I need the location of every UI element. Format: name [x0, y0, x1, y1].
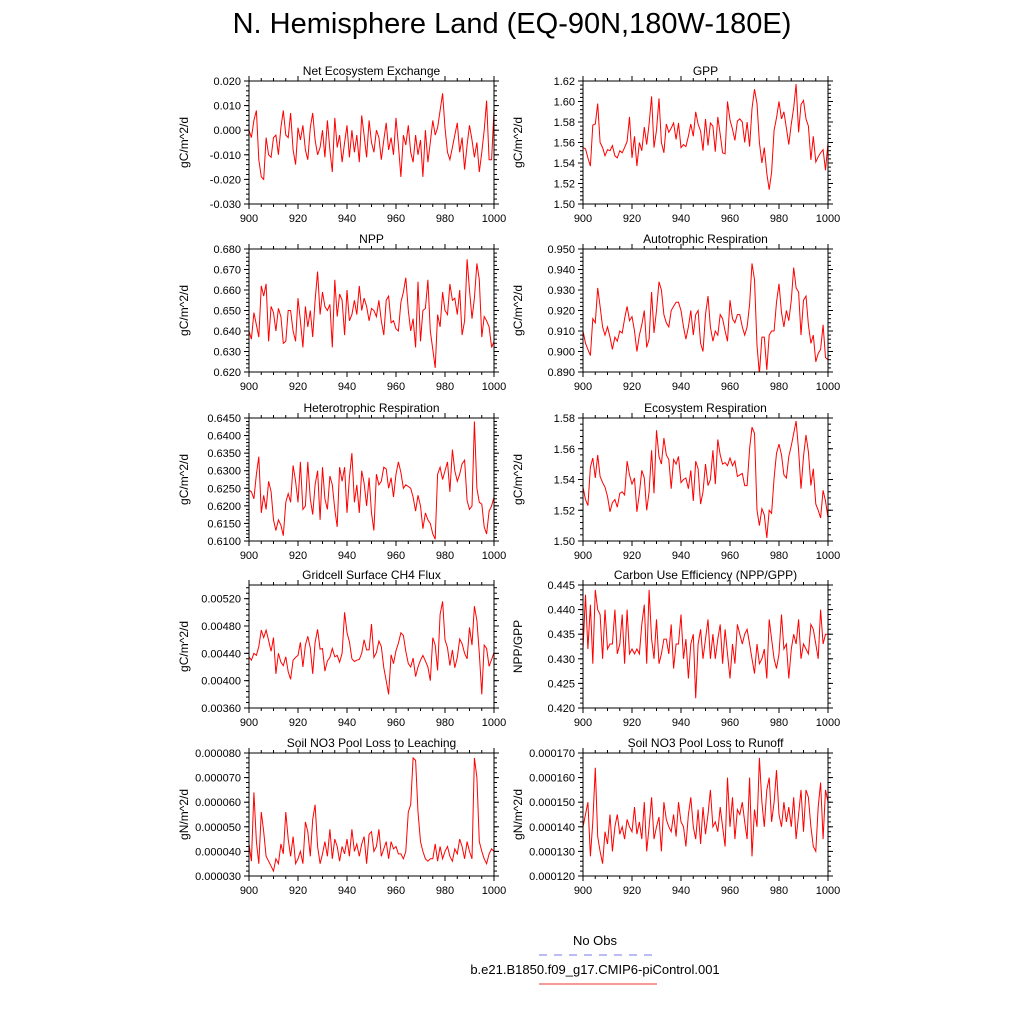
legend-label-obs: No Obs: [572, 933, 618, 948]
y-tick-label: 1.60: [553, 96, 575, 109]
x-tick-label: 920: [288, 213, 308, 225]
x-tick-label: 960: [386, 550, 406, 562]
series-line: [249, 422, 494, 540]
x-tick-label: 980: [769, 213, 789, 225]
y-axis-label: gC/m^2/d: [511, 285, 525, 336]
y-tick-label: 0.620: [213, 367, 241, 379]
panel-title: Net Ecosystem Exchange: [302, 64, 441, 78]
y-tick-label: 0.890: [547, 367, 575, 379]
y-tick-label: 0.435: [547, 629, 575, 642]
y-tick-label: 0.000120: [529, 871, 575, 883]
x-tick-label: 960: [720, 885, 740, 897]
x-tick-label: 940: [671, 550, 691, 562]
y-tick-label: 0.630: [213, 346, 241, 359]
y-tick-label: 0.00400: [201, 675, 241, 688]
x-tick-label: 980: [769, 381, 789, 393]
y-axis-label: gC/m^2/d: [177, 285, 191, 336]
y-tick-label: 0.950: [547, 244, 575, 256]
chart-panel-9: [177, 736, 506, 897]
y-tick-label: 0.6150: [207, 518, 241, 531]
chart-panel-6: [511, 401, 840, 562]
x-tick-label: 960: [386, 885, 406, 897]
x-tick-label: 980: [769, 550, 789, 562]
y-tick-label: 0.6250: [207, 483, 241, 496]
x-tick-label: 980: [435, 381, 455, 393]
chart-panel-5: [177, 401, 506, 562]
y-tick-label: -0.010: [209, 149, 241, 162]
y-tick-label: 1.52: [553, 505, 575, 518]
y-axis-label: gC/m^2/d: [177, 454, 191, 505]
panel-title: Soil NO3 Pool Loss to Leaching: [286, 736, 457, 750]
x-tick-label: 900: [573, 213, 593, 225]
panel-title: Ecosystem Respiration: [644, 401, 767, 415]
x-tick-label: 900: [573, 550, 593, 562]
x-tick-label: 900: [239, 381, 259, 393]
y-tick-label: 0.430: [547, 653, 575, 666]
x-tick-label: 1000: [481, 213, 507, 225]
series-line: [583, 263, 828, 374]
y-tick-label: 0.425: [547, 678, 575, 691]
x-tick-label: 940: [337, 550, 357, 562]
x-tick-label: 1000: [815, 885, 841, 897]
y-tick-label: 0.445: [547, 580, 575, 592]
x-tick-label: 1000: [815, 381, 841, 393]
y-tick-label: 0.000140: [529, 821, 575, 834]
page-title: N. Hemisphere Land (EQ-90N,180W-180E): [232, 8, 792, 40]
y-tick-label: 0.940: [547, 264, 575, 277]
x-tick-label: 960: [386, 381, 406, 393]
series-line: [249, 259, 494, 368]
y-axis-label: gN/m^2/d: [177, 789, 191, 840]
y-tick-label: 0.00480: [201, 621, 241, 633]
y-axis-label: gC/m^2/d: [177, 621, 191, 672]
y-tick-label: 0.000050: [195, 821, 241, 834]
x-tick-label: 920: [622, 885, 642, 897]
y-tick-label: 0.00440: [201, 648, 241, 661]
x-tick-label: 1000: [481, 885, 507, 897]
y-tick-label: 1.56: [553, 443, 575, 456]
y-tick-label: 0.000070: [195, 772, 241, 785]
y-tick-label: 0.000040: [195, 846, 241, 859]
chart-panel-7: [177, 568, 506, 729]
x-tick-label: 920: [622, 381, 642, 393]
y-tick-label: 0.900: [547, 346, 575, 359]
panel-title: Carbon Use Efficiency (NPP/GPP): [613, 568, 798, 582]
y-tick-label: 0.650: [213, 305, 241, 318]
y-tick-label: 0.6450: [207, 413, 241, 425]
y-tick-label: 0.670: [213, 264, 241, 277]
y-tick-label: 0.6200: [207, 500, 241, 513]
y-axis-label: NPP/GPP: [511, 619, 525, 674]
y-axis-label: gC/m^2/d: [511, 454, 525, 505]
y-tick-label: 1.56: [553, 137, 575, 150]
y-tick-label: 0.000030: [195, 871, 241, 883]
y-tick-label: -0.030: [209, 199, 241, 211]
x-tick-label: 1000: [481, 717, 507, 729]
y-tick-label: 0.920: [547, 305, 575, 318]
x-tick-label: 920: [288, 885, 308, 897]
y-axis-label: gC/m^2/d: [177, 117, 191, 168]
x-tick-label: 920: [288, 381, 308, 393]
x-tick-label: 1000: [815, 717, 841, 729]
series-line: [583, 84, 828, 190]
x-tick-label: 1000: [481, 381, 507, 393]
plot-frame: [583, 81, 828, 204]
x-tick-label: 900: [239, 213, 259, 225]
y-axis-label: gN/m^2/d: [511, 789, 525, 840]
x-tick-label: 960: [720, 717, 740, 729]
legend-label-case: b.e21.B1850.f09_g17.CMIP6-piControl.001: [470, 962, 720, 977]
y-tick-label: 0.910: [547, 326, 575, 338]
y-tick-label: 0.930: [547, 285, 575, 297]
x-tick-label: 980: [435, 550, 455, 562]
x-tick-label: 1000: [815, 550, 841, 562]
y-tick-label: 0.00520: [201, 593, 241, 606]
x-tick-label: 920: [288, 717, 308, 729]
panel-title: Gridcell Surface CH4 Flux: [302, 568, 441, 582]
x-tick-label: 900: [239, 717, 259, 729]
panel-title: NPP: [359, 232, 384, 246]
y-tick-label: 0.420: [547, 703, 575, 715]
series-line: [249, 93, 494, 179]
x-tick-label: 940: [671, 381, 691, 393]
y-tick-label: 0.6300: [207, 465, 241, 478]
y-tick-label: 1.58: [553, 117, 575, 129]
panel-title: Heterotrophic Respiration: [303, 401, 440, 415]
x-tick-label: 960: [386, 717, 406, 729]
panel-title: Autotrophic Respiration: [643, 232, 768, 246]
x-tick-label: 960: [386, 213, 406, 225]
y-tick-label: 0.000: [213, 125, 241, 138]
x-tick-label: 920: [288, 550, 308, 562]
y-tick-label: 0.000170: [529, 748, 575, 760]
y-tick-label: 0.440: [547, 604, 575, 617]
y-tick-label: 0.010: [213, 100, 241, 113]
y-tick-label: 0.6400: [207, 430, 241, 443]
y-axis-label: gC/m^2/d: [511, 117, 525, 168]
x-tick-label: 940: [337, 381, 357, 393]
y-tick-label: 1.50: [553, 536, 575, 548]
x-tick-label: 980: [435, 213, 455, 225]
series-line: [583, 590, 828, 698]
panel-title: Soil NO3 Pool Loss to Runoff: [627, 736, 784, 750]
y-tick-label: 1.54: [553, 474, 575, 487]
x-tick-label: 960: [720, 550, 740, 562]
x-tick-label: 940: [671, 717, 691, 729]
x-tick-label: 940: [337, 885, 357, 897]
y-tick-label: 0.000080: [195, 748, 241, 760]
series-line: [583, 758, 828, 864]
x-tick-label: 960: [720, 381, 740, 393]
chart-panel-8: [511, 568, 840, 729]
x-tick-label: 960: [720, 213, 740, 225]
y-tick-label: 1.50: [553, 199, 575, 211]
y-tick-label: 0.660: [213, 285, 241, 297]
x-tick-label: 980: [435, 717, 455, 729]
x-tick-label: 900: [573, 717, 593, 729]
x-tick-label: 900: [573, 885, 593, 897]
x-tick-label: 920: [622, 550, 642, 562]
y-tick-label: 0.020: [213, 76, 241, 88]
x-tick-label: 940: [337, 717, 357, 729]
x-tick-label: 940: [337, 213, 357, 225]
chart-panel-3: [177, 232, 506, 393]
y-tick-label: 0.680: [213, 244, 241, 256]
y-tick-label: 1.62: [553, 76, 575, 88]
panel-title: GPP: [692, 64, 719, 78]
chart-panel-10: [511, 736, 840, 897]
chart-panel-4: [511, 232, 840, 393]
y-tick-label: 0.000130: [529, 846, 575, 859]
y-tick-label: 0.000060: [195, 797, 241, 810]
y-tick-label: -0.020: [209, 174, 241, 187]
x-tick-label: 980: [769, 717, 789, 729]
plot-frame: [583, 753, 828, 876]
x-tick-label: 940: [671, 885, 691, 897]
y-tick-label: 1.54: [553, 158, 575, 170]
x-tick-label: 900: [573, 381, 593, 393]
y-tick-label: 0.000160: [529, 772, 575, 785]
y-tick-label: 1.52: [553, 178, 575, 191]
series-line: [249, 758, 494, 871]
y-tick-label: 1.58: [553, 413, 575, 425]
chart-panel-1: [177, 64, 506, 225]
y-tick-label: 0.000150: [529, 797, 575, 810]
series-line: [249, 601, 494, 694]
x-tick-label: 920: [622, 717, 642, 729]
y-tick-label: 0.640: [213, 326, 241, 338]
plot-frame: [249, 585, 494, 708]
x-tick-label: 1000: [815, 213, 841, 225]
y-tick-label: 0.6100: [207, 536, 241, 548]
y-tick-label: 0.00360: [201, 703, 241, 715]
plot-frame: [583, 249, 828, 372]
x-tick-label: 1000: [481, 550, 507, 562]
x-tick-label: 900: [239, 885, 259, 897]
x-tick-label: 940: [671, 213, 691, 225]
series-line: [583, 421, 828, 538]
x-tick-label: 900: [239, 550, 259, 562]
x-tick-label: 980: [769, 885, 789, 897]
x-tick-label: 920: [622, 213, 642, 225]
x-tick-label: 980: [435, 885, 455, 897]
y-tick-label: 0.6350: [207, 448, 241, 461]
plot-frame: [583, 418, 828, 541]
chart-panel-2: [511, 64, 840, 225]
